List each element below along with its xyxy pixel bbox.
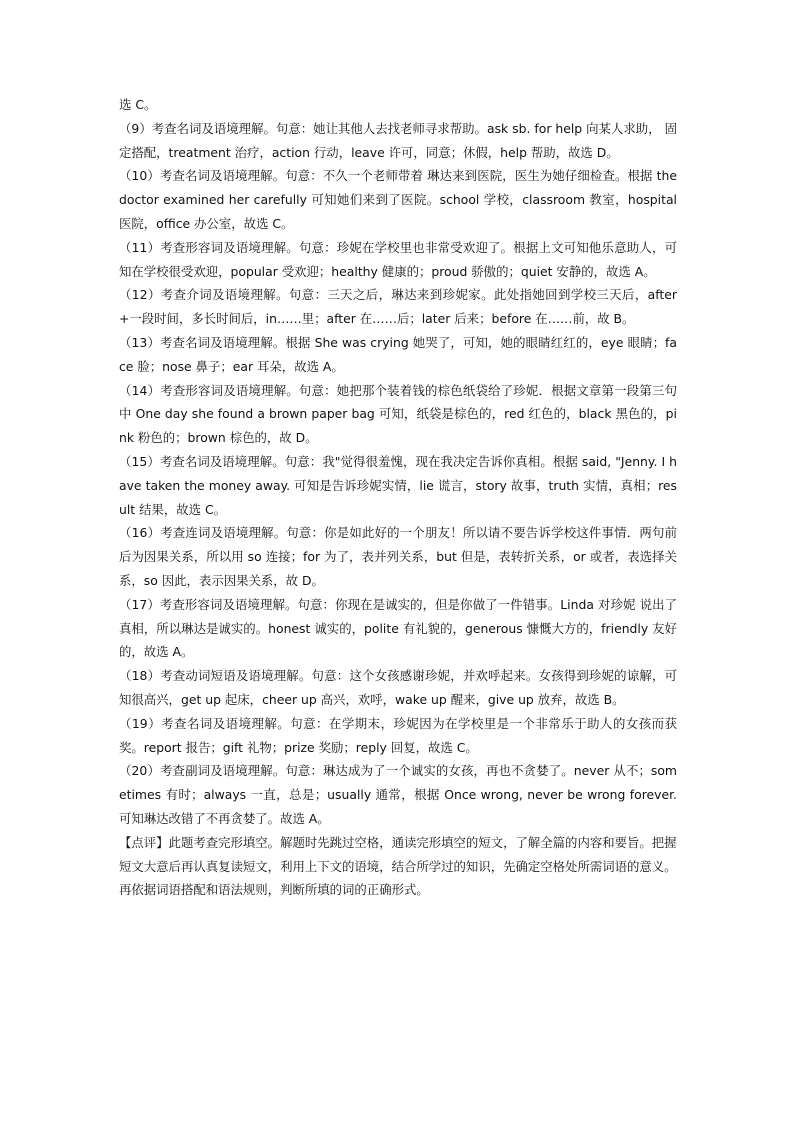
paragraph-answer-16: （16）考查连词及语境理解。句意：你是如此好的一个朋友！所以请不要告诉学校这件事情．两句前后为因果关系，所以用 so 连接；for 为了，表并列关系，but 但是，表转折关系，or 或者，表选择关系，so 因此，表示因果关系，故 D。 (119, 525, 677, 588)
paragraph-answer-9: （9）考查名词及语境理解。句意：她让其他人去找老师寻求帮助。ask sb. for help 向某人求助， 固定搭配，treatment 治疗，action 行动，leave 许可，同意；休假，help 帮助，故选 D。 (119, 120, 677, 160)
paragraph-commentary: 【点评】此题考查完形填空。解题时先跳过空格，通读完形填空的短文，了解全篇的内容和要旨。把握短文大意后再认真复读短文，利用上下文的语境，结合所学过的知识，先确定空格处所需词语的意义。再依据词语搭配和语法规则，判断所填的词的正确形式。 (119, 834, 677, 898)
paragraph-answer-12: （12）考查介词及语境理解。句意：三天之后，琳达来到珍妮家。此处指她回到学校三天后，after+一段时间，多长时间后，in……里；after 在……后；later 后来；before 在……前，故 B。 (119, 287, 677, 327)
paragraph-answer-8-end: 选 C。 (119, 97, 157, 112)
paragraph-answer-20: （20）考查副词及语境理解。句意：琳达成为了一个诚实的女孩，再也不贪婪了。never 从不；sometimes 有时；always 一直，总是；usually 通常，根据 Once wrong, never be wrong forever. 可知琳达改错了不再贪婪了。故选 A。 (119, 763, 677, 826)
paragraph-answer-17: （17）考查形容词及语境理解。句意：你现在是诚实的，但是你做了一件错事。Linda 对珍妮 说出了真相，所以琳达是诚实的。honest 诚实的，polite 有礼貌的，generous 慷慨大方的，friendly 友好的，故选 A。 (119, 596, 677, 660)
paragraph-answer-19: （19）考查名词及语境理解。句意：在学期末，珍妮因为在学校里是一个非常乐于助人的女孩而获奖。report 报告；gift 礼物；prize 奖励；reply 回复，故选 C。 (119, 715, 677, 755)
paragraph-answer-10: （10）考查名词及语境理解。句意：不久一个老师带着 琳达来到医院，医生为她仔细检查。根据 the doctor examined her carefully 可知她们来到了医院。school 学校，classroom 教室，hospital 医院，office 办公室，故选 C。 (119, 168, 677, 231)
paragraph-answer-13: （13）考查名词及语境理解。根据 She was crying 她哭了，可知，她的眼睛红红的，eye 眼睛；face 脸；nose 鼻子；ear 耳朵，故选 A。 (119, 334, 677, 374)
document-body (119, 93, 677, 902)
paragraph-answer-18: （18）考查动词短语及语境理解。句意：这个女孩感谢珍妮，并欢呼起来。女孩得到珍妮的谅解，可知很高兴，get up 起床，cheer up 高兴，欢呼，wake up 醒来，give up 放弃，故选 B。 (119, 668, 677, 707)
paragraph-answer-14: （14）考查形容词及语境理解。句意：她把那个装着钱的棕色纸袋给了珍妮．根据文章第一段第三句中 One day she found a brown paper bag 可知，纸袋是棕色的，red 红色的，black 黑色的，pink 粉色的；brown 棕色的，故 D。 (119, 382, 677, 446)
paragraph-answer-11: （11）考查形容词及语境理解。句意：珍妮在学校里也非常受欢迎了。根据上文可知他乐意助人，可知在学校很受欢迎，popular 受欢迎；healthy 健康的；proud 骄傲的；quiet 安静的，故选 A。 (119, 239, 677, 279)
paragraph-answer-15: （15）考查名词及语境理解。句意：我"觉得很羞愧，现在我决定告诉你真相。根据 said, "Jenny. I have taken the money away. 可知是告诉珍妮实情，lie 谎言，story 故事，truth 实情，真相；result 结果，故选 C。 (119, 453, 677, 517)
